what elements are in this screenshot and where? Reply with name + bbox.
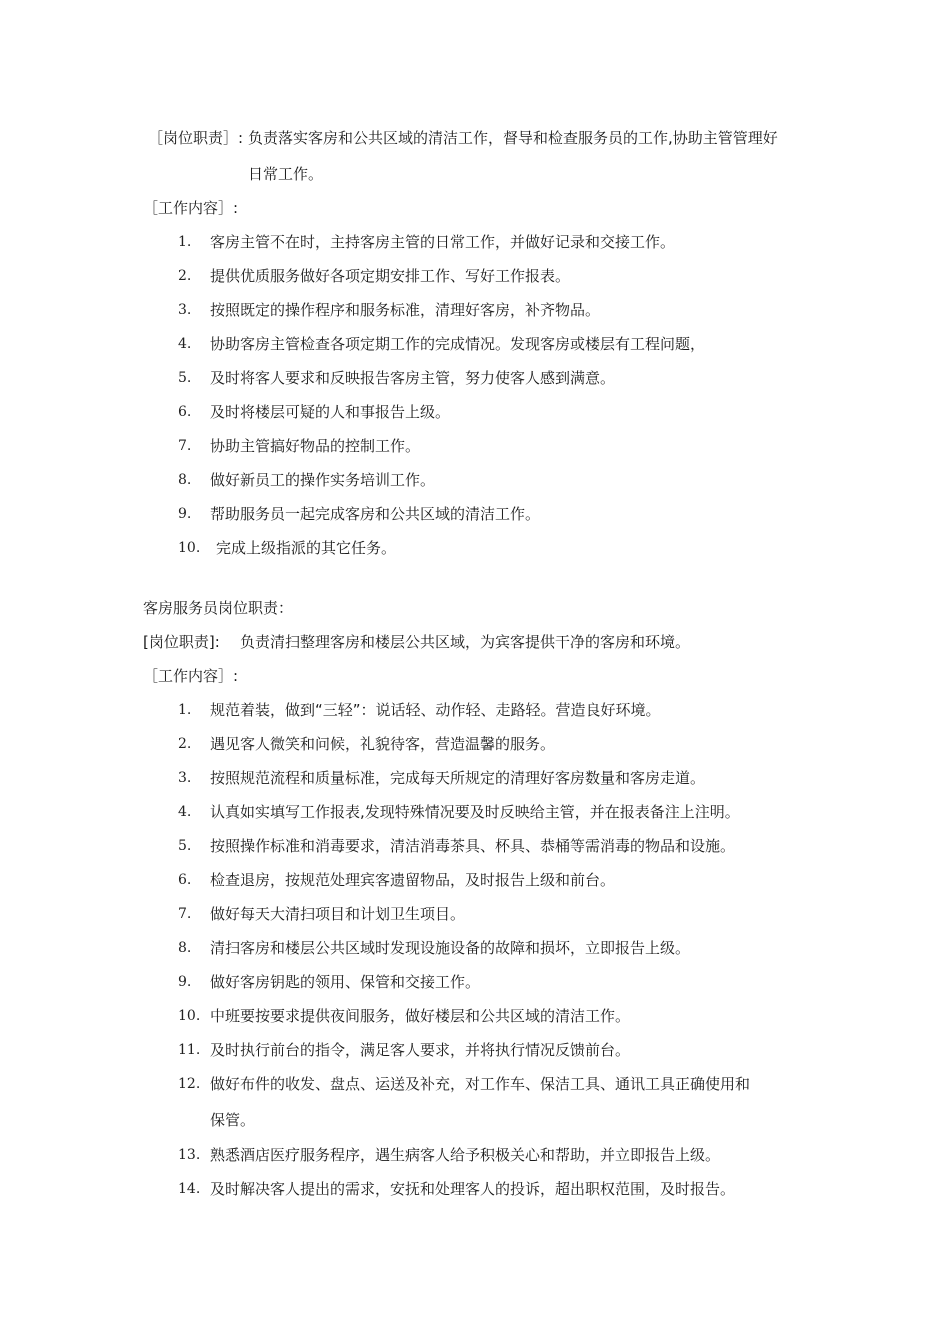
list-item-text: 及时将客人要求和反映报告客房主管，努力使客人感到满意。 — [210, 369, 616, 387]
list-item-number: 10. — [178, 540, 201, 556]
list-item-number: 6. — [178, 404, 192, 420]
list-item-number: 11. — [178, 1042, 201, 1058]
duty-text-line1: 负责落实客房和公共区域的清洁工作，督导和检查服务员的工作,协助主管管理好 — [248, 129, 778, 147]
list-item-text: 及时解决客人提出的需求，安抚和处理客人的投诉，超出职权范围，及时报告。 — [210, 1180, 736, 1198]
list-item-text: 及时执行前台的指令，满足客人要求，并将执行情况反馈前台。 — [210, 1041, 631, 1059]
content-label: ［工作内容］: — [143, 667, 239, 685]
list-item-text: 做好新员工的操作实务培训工作。 — [210, 471, 436, 489]
list-item-number: 13. — [178, 1147, 201, 1163]
list-item-number: 3. — [178, 770, 192, 786]
list-item-number: 4. — [178, 804, 192, 820]
list-item-text: 认真如实填写工作报表,发现特殊情况要及时反映给主管，并在报表备注上注明。 — [210, 803, 740, 821]
list-item-text: 做好布件的收发、盘点、运送及补充，对工作车、保洁工具、通讯工具正确使用和 — [210, 1075, 751, 1093]
list-item-text: 帮助服务员一起完成客房和公共区域的清洁工作。 — [210, 505, 541, 523]
duty-label: ［岗位职责］: — [148, 129, 244, 147]
list-item-text: 协助客房主管检查各项定期工作的完成情况。发现客房或楼层有工程问题， — [210, 335, 706, 353]
list-item-text: 提供优质服务做好各项定期安排工作、写好工作报表。 — [210, 267, 571, 285]
list-item-number: 1. — [178, 234, 192, 250]
list-item-text: 规范着装，做到“三轻”：说话轻、动作轻、走路轻。营造良好环境。 — [210, 701, 661, 719]
list-item-text: 做好客房钥匙的领用、保管和交接工作。 — [210, 973, 481, 991]
list-item-number: 10. — [178, 1008, 201, 1024]
duty-label: [岗位职责]: — [143, 633, 220, 651]
list-item-number: 4. — [178, 336, 192, 352]
list-item-number: 8. — [178, 472, 192, 488]
list-item-text: 协助主管搞好物品的控制工作。 — [210, 437, 421, 455]
list-item-number: 7. — [178, 438, 192, 454]
list-item-text-continued: 保管。 — [210, 1111, 256, 1129]
list-item-text: 按照既定的操作程序和服务标准，清理好客房，补齐物品。 — [210, 301, 601, 319]
list-item-text: 按照操作标准和消毒要求，清洁消毒茶具、杯具、恭桶等需消毒的物品和设施。 — [210, 837, 736, 855]
list-item-number: 2. — [178, 268, 192, 284]
list-item-number: 8. — [178, 940, 192, 956]
list-item-text: 客房主管不在时，主持客房主管的日常工作，并做好记录和交接工作。 — [210, 233, 676, 251]
list-item-text: 熟悉酒店医疗服务程序，遇生病客人给予积极关心和帮助，并立即报告上级。 — [210, 1146, 721, 1164]
list-item-text: 遇见客人微笑和问候，礼貌待客，营造温馨的服务。 — [210, 735, 556, 753]
list-item-text: 及时将楼层可疑的人和事报告上级。 — [210, 403, 451, 421]
list-item-number: 9. — [178, 506, 192, 522]
duty-text-line2: 日常工作。 — [248, 165, 324, 183]
list-item-number: 6. — [178, 872, 192, 888]
list-item-text: 中班要按要求提供夜间服务，做好楼层和公共区域的清洁工作。 — [210, 1007, 631, 1025]
list-item-number: 9. — [178, 974, 192, 990]
list-item-text: 完成上级指派的其它任务。 — [216, 539, 397, 557]
list-item-number: 12. — [178, 1076, 201, 1092]
list-item-number: 7. — [178, 906, 192, 922]
list-item-number: 1. — [178, 702, 192, 718]
list-item-number: 5. — [178, 838, 192, 854]
list-item-text: 做好每天大清扫项目和计划卫生项目。 — [210, 905, 466, 923]
list-item-text: 清扫客房和楼层公共区域时发现设施设备的故障和损坏，立即报告上级。 — [210, 939, 691, 957]
duty-text: 负责清扫整理客房和楼层公共区域，为宾客提供干净的客房和环境。 — [240, 633, 691, 651]
list-item-number: 3. — [178, 302, 192, 318]
section2-title: 客房服务员岗位职责： — [143, 599, 294, 617]
content-label: ［工作内容］: — [143, 199, 239, 217]
list-item-number: 2. — [178, 736, 192, 752]
list-item-number: 5. — [178, 370, 192, 386]
list-item-text: 按照规范流程和质量标准，完成每天所规定的清理好客房数量和客房走道。 — [210, 769, 706, 787]
list-item-number: 14. — [178, 1181, 201, 1197]
list-item-text: 检查退房，按规范处理宾客遗留物品，及时报告上级和前台。 — [210, 871, 616, 889]
